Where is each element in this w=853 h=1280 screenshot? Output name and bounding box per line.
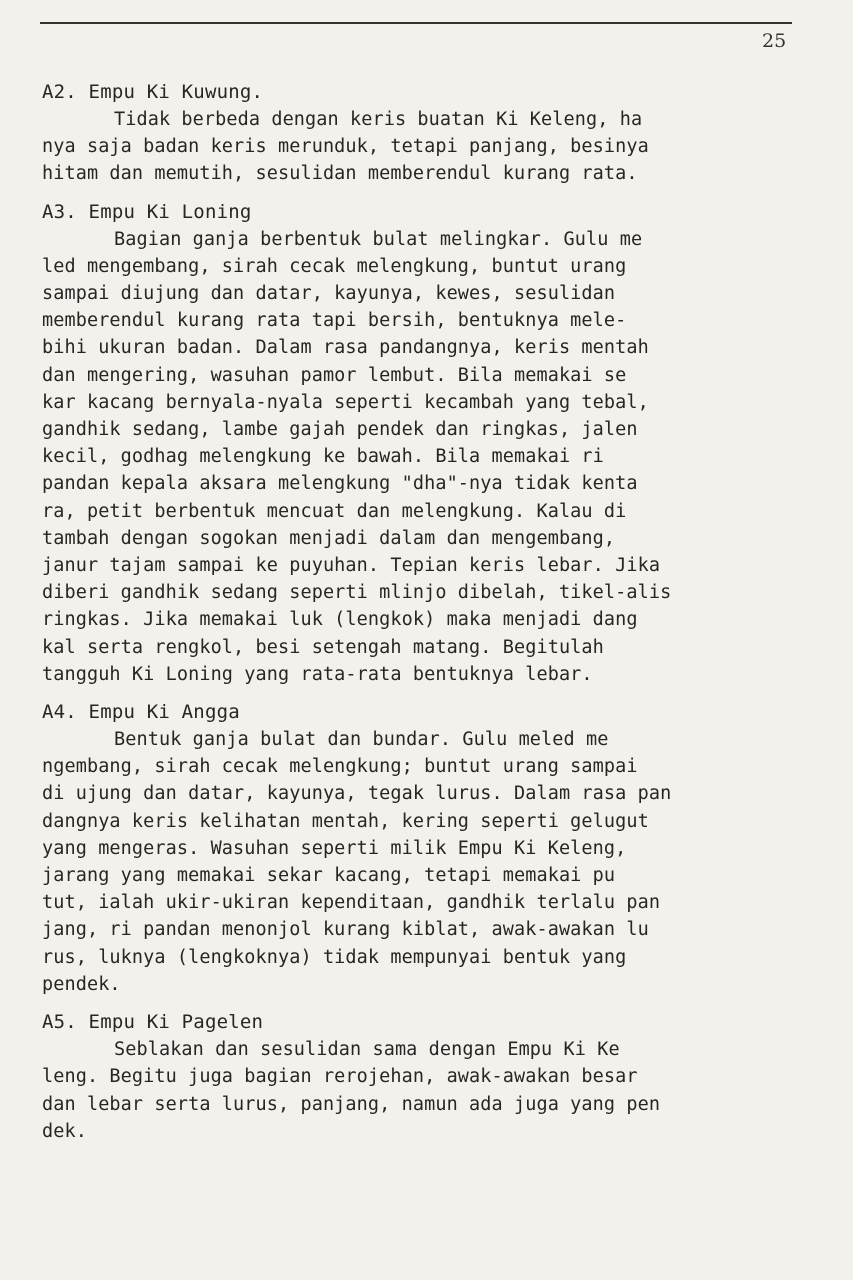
page-number: 25 [762, 30, 787, 52]
text-line: kecil, godhag melengkung ke bawah. Bila memakai ri [42, 446, 604, 468]
text-line: dek. [42, 1120, 87, 1142]
text-line: rus, luknya (lengkoknya) tidak mempunyai bentuk yang [42, 946, 627, 968]
text-line: ringkas. Jika memakai luk (lengkok) maka menjadi dang [42, 609, 638, 631]
text-line: hitam dan memutih, sesulidan memberendul kurang rata. [42, 163, 638, 185]
text-line: Seblakan dan sesulidan sama dengan Empu Ki Ke [114, 1039, 620, 1061]
text-line: ngembang, sirah cecak melengkung; buntut urang sampai [42, 756, 638, 778]
section-a3 [42, 198, 797, 688]
text-line: kal serta rengkol, besi setengah matang. Begitulah [42, 636, 604, 658]
section-heading: A2. Empu Ki Kuwung. [42, 81, 264, 103]
text-line: memberendul kurang rata tapi bersih, bentuknya mele- [42, 310, 627, 332]
text-line: tambah dengan sogokan menjadi dalam dan mengembang, [42, 527, 616, 549]
section-a4 [42, 698, 797, 998]
text-line: pandan kepala aksara melengkung "dha"-nya tidak kenta [42, 473, 638, 495]
text-line: tut, ialah ukir-ukiran kependitaan, gandhik terlalu pan [42, 892, 661, 914]
section-heading: A4. Empu Ki Angga [42, 701, 240, 724]
section-heading: A5. Empu Ki Pagelen [42, 1011, 264, 1034]
text-line: dan mengering, wasuhan pamor lembut. Bila memakai se [42, 364, 627, 386]
text-line: Tidak berbeda dengan keris buatan Ki Keleng, ha [114, 109, 643, 130]
text-line: jarang yang memakai sekar kacang, tetapi memakai pu [42, 865, 616, 887]
text-line: leng. Begitu juga bagian rerojehan, awak-awakan besar [42, 1066, 638, 1088]
text-line: diberi gandhik sedang seperti mlinjo dibelah, tikel-alis [42, 582, 672, 604]
section-heading: A3. Empu Ki Loning [42, 200, 252, 223]
text-line: janur tajam sampai ke puyuhan. Tepian keris lebar. Jika [42, 555, 661, 577]
text-line: dangnya keris kelihatan mentah, kering seperti gelugut [42, 810, 649, 832]
text-line: gandhik sedang, lambe gajah pendek dan ringkas, jalen [42, 419, 638, 441]
text-line: di ujung dan datar, kayunya, tegak lurus. Dalam rasa pan [42, 783, 672, 805]
text-line: kar kacang bernyala-nyala seperti kecambah yang tebal, [42, 391, 649, 413]
text-line: bihi ukuran badan. Dalam rasa pandangnya, keris mentah [42, 337, 649, 359]
text-line: yang mengeras. Wasuhan seperti milik Empu Ki Keleng, [42, 837, 627, 859]
text-line: jang, ri pandan menonjol kurang kiblat, awak-awakan lu [42, 919, 649, 941]
page-body [42, 78, 797, 1145]
text-line: Bentuk ganja bulat dan bundar. Gulu meled me [114, 729, 609, 751]
text-line: Bagian ganja berbentuk bulat melingkar. Gulu me [114, 228, 643, 250]
text-line: tangguh Ki Loning yang rata-rata bentuknya lebar. [42, 663, 593, 685]
section-a5 [42, 1008, 797, 1145]
text-line: nya saja badan keris merunduk, tetapi panjang, besinya [42, 136, 649, 158]
text-line: pendek. [42, 973, 121, 995]
text-line: dan lebar serta lurus, panjang, namun ada juga yang pen [42, 1093, 661, 1115]
text-line: ra, petit berbentuk mencuat dan melengkung. Kalau di [42, 500, 627, 522]
text-line: sampai diujung dan datar, kayunya, kewes, sesulidan [42, 283, 616, 305]
top-rule [40, 22, 792, 24]
section-a2 [42, 78, 797, 188]
text-line: led mengembang, sirah cecak melengkung, buntut urang [42, 255, 627, 277]
